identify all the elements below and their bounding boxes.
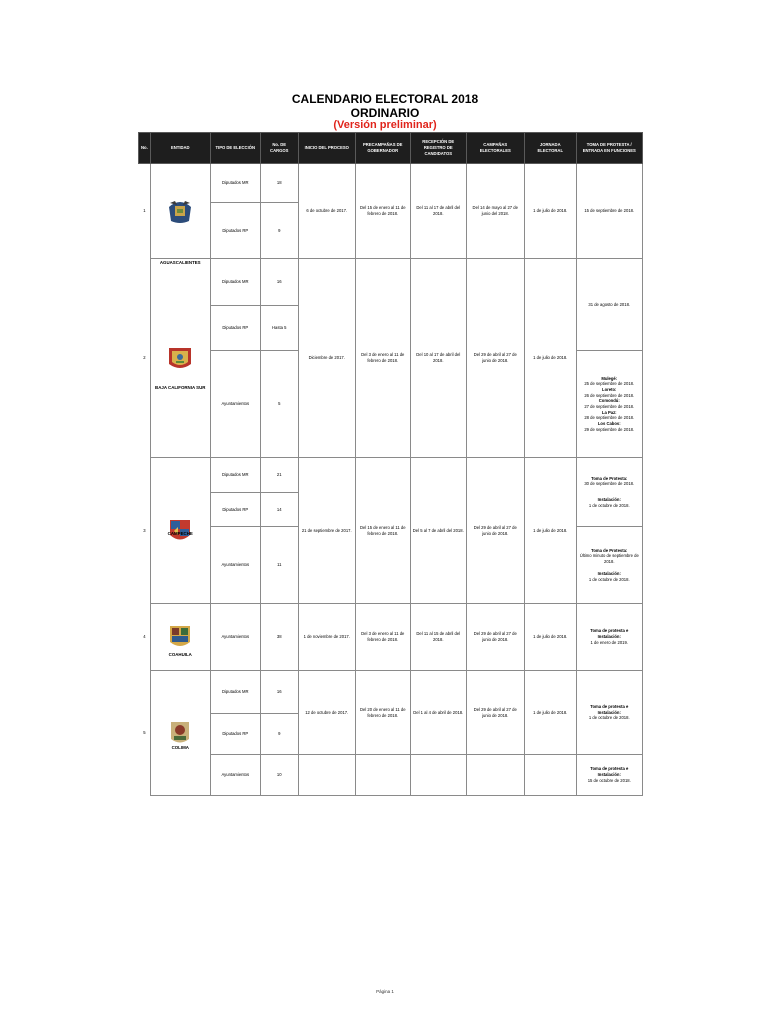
entity-name: CAMPECHE xyxy=(167,531,193,536)
seat-count: 9 xyxy=(260,203,298,259)
swearing-in xyxy=(576,527,642,604)
election-day: 1 de julio de 2018. xyxy=(524,164,576,259)
swearing-in: 31 de agosto de 2018. xyxy=(576,259,642,351)
election-type: Diputados MR xyxy=(210,164,260,203)
header-entidad: ENTIDAD xyxy=(150,133,210,164)
header-jornada: JORNADA ELECTORAL xyxy=(524,133,576,164)
election-type: Diputados RP xyxy=(210,203,260,259)
registration-period: Del 1 al 4 de abril de 2018. xyxy=(410,671,466,755)
election-type: Diputados RP xyxy=(210,306,260,351)
row-number: 5 xyxy=(139,671,151,796)
empty-cell xyxy=(298,755,355,796)
preliminary-note: (Versión preliminar) xyxy=(333,119,437,131)
table-row xyxy=(139,259,643,306)
empty-cell xyxy=(355,755,410,796)
municipality-date: 28 de septiembre de 2018. xyxy=(584,415,635,421)
table-row xyxy=(139,671,643,714)
event-date: 1 de octubre de 2018. xyxy=(588,502,630,508)
municipality-date: 29 de septiembre de 2018. xyxy=(584,426,635,432)
table-row xyxy=(139,604,643,671)
event-date: 15 de octubre de 2018. xyxy=(587,777,631,783)
process-start: 6 de octubre de 2017. xyxy=(298,164,355,259)
swearing-in xyxy=(576,458,642,527)
header-row xyxy=(139,133,643,164)
empty-cell xyxy=(524,755,576,796)
municipality-date: 26 de septiembre de 2018. xyxy=(584,392,635,398)
seat-count: 16 xyxy=(260,671,298,714)
campaign-period: Del 29 de abril al 27 de junio de 2018. xyxy=(466,604,524,671)
seat-count: 5 xyxy=(260,351,298,458)
event-date: 1 de octubre de 2018. xyxy=(588,576,630,582)
event-label: Toma de protesta e Instalación: xyxy=(590,628,629,640)
registration-period: Del 11 al 15 de abril del 2018. xyxy=(410,604,466,671)
page-footer: Página 1 xyxy=(376,989,394,994)
header-toma: TOMA DE PROTESTA / ENTRADA EN FUNCIONES xyxy=(576,133,642,164)
entity-cell xyxy=(150,458,210,604)
swearing-in xyxy=(576,604,642,671)
seat-count: 9 xyxy=(260,714,298,755)
event-date: Último minuto de septiembre de 2018. xyxy=(579,553,639,565)
event-date: 1 de octubre de 2018. xyxy=(588,715,630,721)
entity-cell xyxy=(150,259,210,458)
campaign-period: Del 29 de abril al 27 de junio de 2018. xyxy=(466,671,524,755)
process-start: 1 de noviembre de 2017. xyxy=(298,604,355,671)
row-number: 3 xyxy=(139,458,151,604)
event-label: Toma de protesta e Instalación: xyxy=(590,703,629,715)
election-type: Diputados RP xyxy=(210,493,260,527)
election-day: 1 de julio de 2018. xyxy=(524,259,576,458)
event-date: 30 de septiembre de 2018. xyxy=(584,481,635,487)
seat-count: 18 xyxy=(260,164,298,203)
precampaign-period: Del 3 de enero al 11 de febrero de 2018. xyxy=(355,604,410,671)
empty-cell xyxy=(410,755,466,796)
seat-count: 38 xyxy=(260,604,298,671)
header-precampanas: PRECAMPAÑAS DE GOBERNADOR xyxy=(355,133,410,164)
election-type: Ayuntamientos xyxy=(210,351,260,458)
municipality-date: 27 de septiembre de 2018. xyxy=(584,404,635,409)
precampaign-period: Del 15 de enero al 11 de febrero de 2018. xyxy=(355,458,410,604)
election-day: 1 de julio de 2018. xyxy=(524,671,576,755)
state-seal-icon xyxy=(165,197,195,225)
municipality-label: La Paz: xyxy=(601,409,617,415)
seat-count: Hasta 5 xyxy=(260,306,298,351)
seat-count: 11 xyxy=(260,527,298,604)
event-label: Toma de protesta e Instalación: xyxy=(590,766,629,778)
entity-cell xyxy=(150,604,210,671)
header-registro: RECEPCIÓN DE REGISTRO DE CANDIDATOS xyxy=(410,133,466,164)
election-type: Ayuntamientos xyxy=(210,527,260,604)
event-label: Toma de Protesta: xyxy=(591,547,628,553)
entity-name: COLIMA xyxy=(171,745,189,750)
process-start: 21 de septiembre de 2017. xyxy=(298,458,355,604)
event-label: Toma de Protesta: xyxy=(591,475,628,481)
seat-count: 10 xyxy=(260,755,298,796)
registration-period: Del 10 al 17 de abril del 2018. xyxy=(410,259,466,458)
process-start: 12 de octubre de 2017. xyxy=(298,671,355,755)
municipality-date: 25 de septiembre de 2018. xyxy=(584,381,635,387)
event-date: 1 de enero de 2019. xyxy=(590,639,628,645)
process-start: Diciembre de 2017. xyxy=(298,259,355,458)
swearing-in xyxy=(576,351,642,458)
election-day: 1 de julio de 2018. xyxy=(524,458,576,604)
municipality-label: Comondú: xyxy=(598,398,620,404)
entity-name: BAJA CALIFORNIA SUR xyxy=(155,385,206,390)
campaign-period: Del 14 de mayo al 27 de junio del 2018. xyxy=(466,164,524,259)
election-type: Diputados MR xyxy=(210,458,260,493)
municipality-label: Los Cabos: xyxy=(597,421,621,427)
registration-period: Del 5 al 7 de abril del 2018. xyxy=(410,458,466,604)
seat-count: 21 xyxy=(260,458,298,493)
electoral-calendar-table xyxy=(138,132,643,796)
campaign-period: Del 29 de abril al 27 de junio de 2018. xyxy=(466,259,524,458)
header-inicio: INICIO DEL PROCESO xyxy=(298,133,355,164)
swearing-in xyxy=(576,671,642,755)
election-day: 1 de julio de 2018. xyxy=(524,604,576,671)
document-subtitle: ORDINARIO xyxy=(350,106,420,120)
election-type: Diputados RP xyxy=(210,714,260,755)
swearing-in: 15 de septiembre de 2018. xyxy=(576,164,642,259)
election-type: Ayuntamientos xyxy=(210,604,260,671)
table-row xyxy=(139,164,643,203)
seat-count: 16 xyxy=(260,259,298,306)
header-no: No. xyxy=(139,133,151,164)
municipality-label: Loreto: xyxy=(602,386,617,392)
event-label: Instalación: xyxy=(597,570,621,576)
header-campanas: CAMPAÑAS ELECTORALES xyxy=(466,133,524,164)
election-type: Diputados MR xyxy=(210,671,260,714)
precampaign-period: Del 20 de enero al 11 de febrero de 2018. xyxy=(355,671,410,755)
municipality-label: Mulegé: xyxy=(601,375,618,381)
state-seal-icon xyxy=(165,719,195,747)
header-tipo: TIPO DE ELECCIÓN xyxy=(210,133,260,164)
table-row xyxy=(139,458,643,493)
precampaign-period: Del 3 de enero al 11 de febrero de 2018. xyxy=(355,259,410,458)
table-row xyxy=(139,755,643,796)
swearing-in xyxy=(576,755,642,796)
empty-cell xyxy=(466,755,524,796)
election-type: Ayuntamientos xyxy=(210,755,260,796)
entity-name: AGUASCALIENTES xyxy=(159,260,201,265)
seat-count: 14 xyxy=(260,493,298,527)
election-type: Diputados MR xyxy=(210,259,260,306)
row-number: 2 xyxy=(139,259,151,458)
registration-period: Del 11 al 17 de abril del 2018. xyxy=(410,164,466,259)
campaign-period: Del 29 de abril al 27 de junio de 2018. xyxy=(466,458,524,604)
row-number: 4 xyxy=(139,604,151,671)
entity-cell xyxy=(150,164,210,265)
document-title: CALENDARIO ELECTORAL 2018 xyxy=(291,92,479,106)
entity-name: COAHUILA xyxy=(168,652,192,657)
state-seal-icon xyxy=(165,623,195,651)
state-seal-icon xyxy=(165,344,195,372)
event-label: Instalación: xyxy=(597,497,621,502)
precampaign-period: Del 15 de enero al 11 de febrero de 2018. xyxy=(355,164,410,259)
entity-cell xyxy=(150,671,210,796)
header-cargos: No. DE CARGOS xyxy=(260,133,298,164)
row-number: 1 xyxy=(139,164,151,259)
